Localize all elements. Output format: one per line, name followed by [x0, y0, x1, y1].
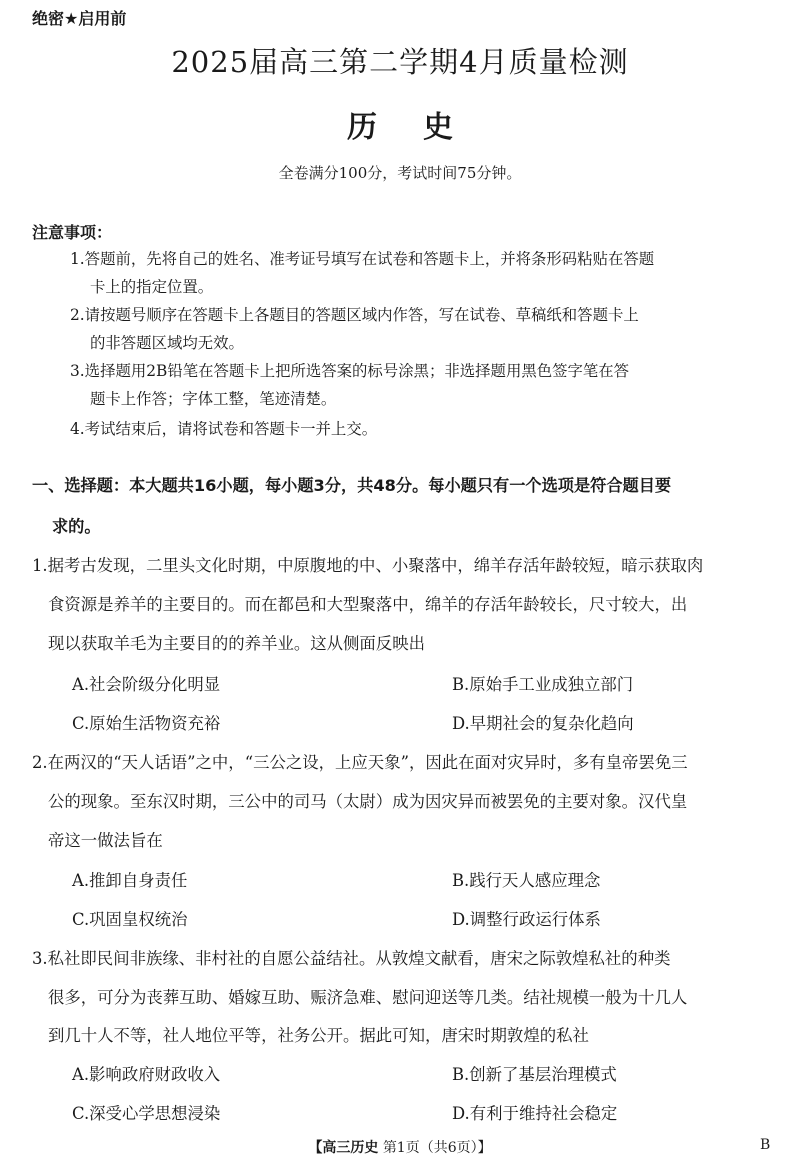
- page-footer: [0, 1137, 800, 1157]
- question-2-line: 2.在两汉的“天人话语”之中，“三公之设，上应天象”，因此在面对灾异时，多有皇帝罢免三: [32, 753, 688, 772]
- score-time-info: 全卷满分100分，考试时间75分钟。: [278, 164, 522, 182]
- question-3-option-c: C.深受心学思想浸染: [72, 1104, 221, 1123]
- footer-subject: 【高三历史: [308, 1140, 379, 1156]
- note-line: 卡上的指定位置。: [90, 278, 214, 296]
- question-2-line: 帝这一做法旨在: [48, 831, 163, 850]
- question-2-option-a: A.推卸自身责任: [72, 871, 188, 890]
- question-1-option-a: A.社会阶级分化明显: [72, 675, 221, 694]
- question-3-line: 到几十人不等，社人地位平等，社务公开。据此可知，唐宋时期敦煌的私社: [48, 1026, 589, 1045]
- question-1-option-d: D.早期社会的复杂化趋向: [452, 714, 634, 733]
- question-3-option-d: D.有利于维持社会稳定: [452, 1104, 618, 1123]
- section-heading: 一、选择题：本大题共16小题，每小题3分，共48分。每小题只有一个选项是符合题目要: [32, 476, 672, 495]
- question-1-option-c: C.原始生活物资充裕: [72, 714, 221, 733]
- note-line: 题卡上作答；字体工整，笔迹清楚。: [90, 390, 337, 408]
- footer-page-info: 第1页（共6页）】: [382, 1140, 492, 1156]
- note-line: 1.答题前，先将自己的姓名、准考证号填写在试卷和答题卡上，并将条形码粘贴在答题: [70, 250, 655, 268]
- note-line: 的非答题区域均无效。: [90, 334, 244, 352]
- question-1-line: 现以获取羊毛为主要目的的养羊业。这从侧面反映出: [48, 634, 425, 653]
- question-1-option-b: B.原始手工业成独立部门: [452, 675, 634, 694]
- confidential-mark: 绝密★启用前: [32, 9, 127, 28]
- question-1-line: 食资源是养羊的主要目的。而在都邑和大型聚落中，绵羊的存活年龄较长，尺寸较大，出: [48, 595, 688, 614]
- question-2-line: 公的现象。至东汉时期，三公中的司马（太尉）成为因灾异而被罢免的主要对象。汉代皇: [48, 792, 688, 811]
- paper-type-label: B: [760, 1137, 771, 1153]
- question-1-line: 1.据考古发现，二里头文化时期，中原腹地的中、小聚落中，绵羊存活年龄较短，暗示获取肉: [32, 556, 704, 575]
- note-line: 2.请按题号顺序在答题卡上各题目的答题区域内作答，写在试卷、草稿纸和答题卡上: [70, 306, 639, 324]
- notes-heading: 注意事项：: [32, 223, 113, 242]
- note-line: 3.选择题用2B铅笔在答题卡上把所选答案的标号涂黑；非选择题用黑色签字笔在答: [70, 362, 630, 380]
- question-2-option-b: B.践行天人感应理念: [452, 871, 601, 890]
- question-2-option-d: D.调整行政运行体系: [452, 910, 601, 929]
- section-heading-cont: 求的。: [52, 517, 101, 536]
- question-3-option-a: A.影响政府财政收入: [72, 1065, 221, 1084]
- question-3-option-b: B.创新了基层治理模式: [452, 1065, 617, 1084]
- subject-title: 历史: [347, 110, 499, 145]
- question-3-line: 很多，可分为丧葬互助、婚嫁互助、赈济急难、慰问迎送等几类。结社规模一般为十几人: [48, 988, 688, 1007]
- question-3-line: 3.私社即民间非族缘、非村社的自愿公益结社。从敦煌文献看，唐宋之际敦煌私社的种类: [32, 949, 671, 968]
- exam-title: 2025届高三第二学期4月质量检测: [171, 45, 629, 79]
- question-2-option-c: C.巩固皇权统治: [72, 910, 188, 929]
- note-line: 4.考试结束后，请将试卷和答题卡一并上交。: [70, 420, 378, 438]
